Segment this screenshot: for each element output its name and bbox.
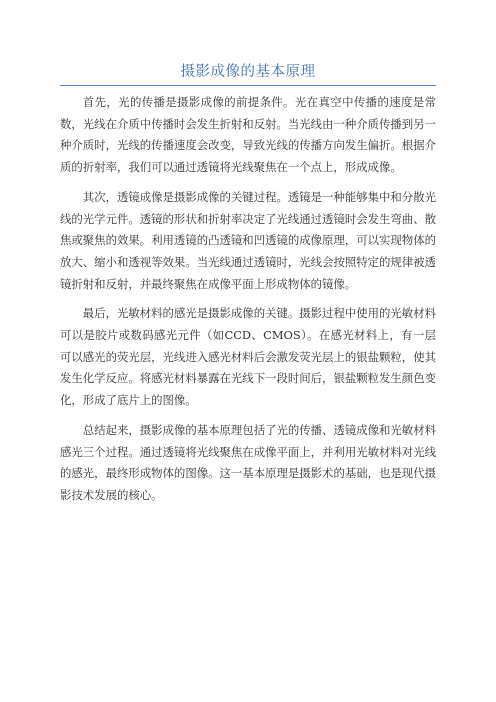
document-title: 摄影成像的基本原理 <box>180 64 316 80</box>
paragraph-4: 总结起来，摄影成像的基本原理包括了光的传播、透镜成像和光敏材料感光三个过程。通过透镜将光线聚焦在成像平面上，并利用光敏材料对光线的感光，最终形成物体的图像。这一基本原理是摄影术的基础，也是现代摄影技术发展的核心。 <box>60 422 436 502</box>
paragraph-3: 最后，光敏材料的感光是摄影成像的关键。摄影过程中使用的光敏材料可以是胶片或数码感光元件（如CCD、CMOS）。在感光材料上，有一层可以感光的荧光层，光线进入感光材料后会激发荧光层上的银盐颗粒，使其发生化学反应。将感光材料暴露在光线下一段时间后，银盐颗粒发生颜色变化，形成了底片上的图像。 <box>60 306 436 408</box>
paragraph-2: 其次，透镜成像是摄影成像的关键过程。透镜是一种能够集中和分散光线的光学元件。透镜的形状和折射率决定了光线通过透镜时会发生弯曲、散焦或聚焦的效果。利用透镜的凸透镜和凹透镜的成像原理，可以实现物体的放大、缩小和透视等效果。当光线通过透镜时，光线会按照特定的规律被透镜折射和反射，并最终聚焦在成像平面上形成物体的镜像。 <box>60 189 436 291</box>
title-divider <box>60 85 436 86</box>
document-body <box>60 92 436 515</box>
paragraph-1: 首先，光的传播是摄影成像的前提条件。光在真空中传播的速度是常数，光线在介质中传播时会发生折射和反射。当光线由一种介质传播到另一种介质时，光线的传播速度会改变，导致光线的传播方向发生偏折。根据介质的折射率，我们可以通过透镜将光线聚焦在一个点上，形成成像。 <box>60 95 436 175</box>
